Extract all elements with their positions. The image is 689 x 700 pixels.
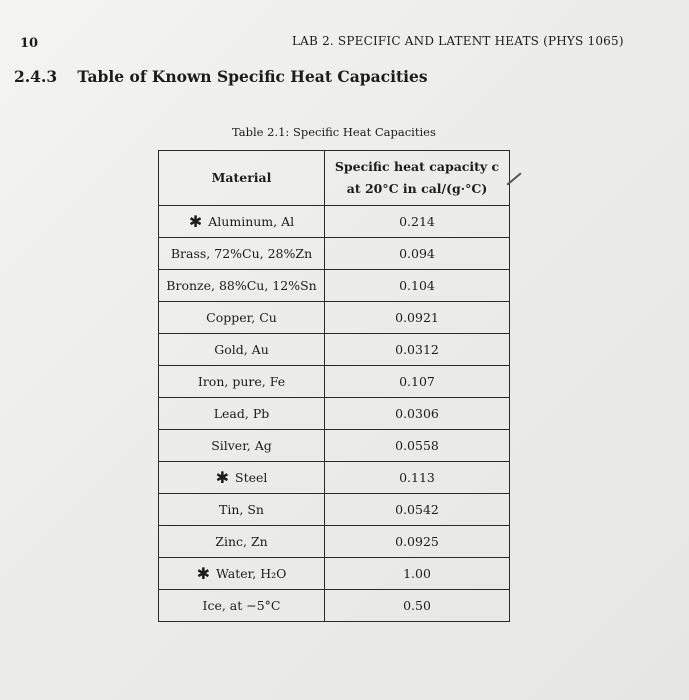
material-label: Gold, Au [214,342,269,357]
table-row [159,398,510,430]
material-label: Bronze, 88%Cu, 12%Sn [166,278,317,293]
section-heading [14,67,428,86]
material-cell [159,334,325,366]
table-row [159,526,510,558]
running-header: LAB 2. SPECIFIC AND LATENT HEATS (PHYS 1065) [292,34,624,48]
material-label: Silver, Ag [211,438,272,453]
table-row [159,206,510,238]
table-row [159,558,510,590]
capacity-value: 0.0542 [325,494,510,526]
handwritten-star-icon: ✱ [215,468,229,487]
table-row [159,366,510,398]
capacity-value: 0.0312 [325,334,510,366]
material-cell [159,366,325,398]
material-label: Tin, Sn [219,502,264,517]
header-capacity-line1: Specific heat capacity c [334,159,500,174]
handwritten-star-icon: ✱ [196,564,211,583]
capacity-value: 0.50 [325,590,510,622]
material-cell [159,430,325,462]
material-cell [159,590,325,622]
capacity-value: 0.0558 [325,430,510,462]
capacity-value: 0.214 [325,206,510,238]
capacity-value: 0.104 [325,270,510,302]
material-cell [159,270,325,302]
material-cell [159,526,325,558]
section-title: Table of Known Specific Heat Capacities [77,67,428,86]
header-capacity-line2: at 20°C in cal/(g·°C) [346,181,488,196]
table-row [159,590,510,622]
material-cell [159,238,325,270]
material-label: Aluminum, Al [208,214,295,229]
material-cell [159,462,325,494]
handwritten-star-icon: ✱ [188,212,203,231]
table-row [159,430,510,462]
material-label: Lead, Pb [213,406,270,421]
section-number: 2.4.3 [14,67,58,86]
material-label: Copper, Cu [206,310,277,325]
material-cell [159,398,325,430]
table-row [159,334,510,366]
material-label: Iron, pure, Fe [197,374,286,389]
capacity-value: 0.094 [325,238,510,270]
header-capacity [325,151,510,206]
capacity-value: 0.0306 [325,398,510,430]
table-row [159,238,510,270]
page-number: 10 [20,36,39,51]
material-label: Ice, at −5°C [202,598,281,613]
material-label: Zinc, Zn [215,534,268,549]
table-row [159,494,510,526]
material-cell [159,558,325,590]
material-label: Water, H₂O [216,566,287,581]
header-material: Material [159,151,325,206]
material-cell [159,206,325,238]
table-row [159,462,510,494]
capacity-value: 0.0921 [325,302,510,334]
capacity-value: 1.00 [325,558,510,590]
table-row [159,302,510,334]
table-caption: Table 2.1: Specific Heat Capacities [232,125,436,139]
material-cell [159,302,325,334]
material-cell [159,494,325,526]
capacity-value: 0.0925 [325,526,510,558]
table-body [159,206,510,622]
table-row [159,270,510,302]
material-label: Brass, 72%Cu, 28%Zn [170,246,313,261]
capacity-value: 0.113 [325,462,510,494]
capacity-value: 0.107 [325,366,510,398]
table-header-row [159,151,510,206]
specific-heat-table [158,150,510,622]
material-label: Steel [235,470,268,485]
